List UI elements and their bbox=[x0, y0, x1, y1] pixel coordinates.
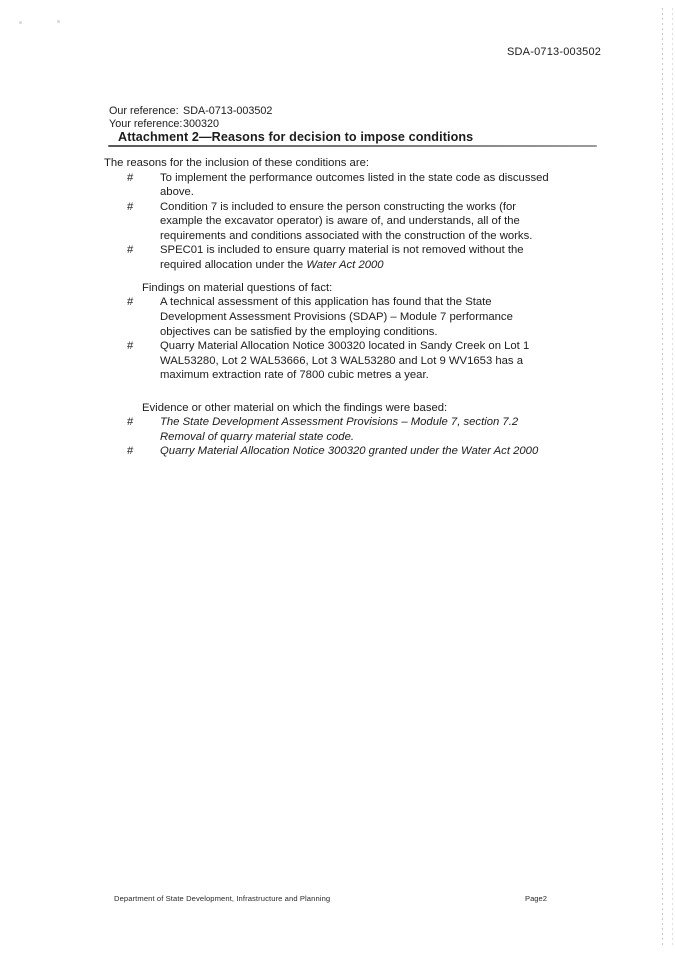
bullet-line bbox=[160, 214, 532, 229]
bullet-text bbox=[160, 295, 513, 339]
bullet-text bbox=[160, 415, 518, 444]
document-section bbox=[0, 281, 675, 383]
bullet-marker: # bbox=[127, 171, 134, 184]
scan-speck bbox=[57, 20, 60, 23]
bullet-text bbox=[160, 200, 532, 244]
bullet-text bbox=[160, 339, 529, 383]
reference-label: Your reference: bbox=[109, 118, 183, 131]
bullet-line bbox=[160, 444, 538, 459]
bullet-line bbox=[160, 339, 529, 354]
text-segment: SPEC01 is included to ensure quarry material is not removed without the bbox=[160, 244, 524, 257]
text-segment: Quarry Material Allocation Notice 300320 located in Sandy Creek on Lot 1 bbox=[160, 340, 530, 353]
text-segment: above. bbox=[160, 186, 194, 199]
section-lead: Evidence or other material on which the findings were based: bbox=[142, 401, 448, 414]
document-section bbox=[0, 156, 675, 272]
bullet-line bbox=[160, 430, 518, 445]
bullet-marker: # bbox=[127, 200, 134, 213]
bullet-line bbox=[160, 295, 513, 310]
bullet-item bbox=[0, 243, 675, 272]
text-segment: To implement the performance outcomes listed in the state code as discussed bbox=[160, 171, 549, 184]
bullet-text bbox=[160, 171, 549, 200]
bullet-marker: # bbox=[127, 416, 134, 429]
bullet-line bbox=[160, 243, 524, 258]
bullet-line bbox=[160, 325, 513, 340]
bullet-item bbox=[0, 444, 675, 459]
bullet-marker: # bbox=[127, 445, 134, 458]
text-segment: example the excavator operator) is aware of, and understands, all of the bbox=[160, 215, 520, 228]
reference-value: 300320 bbox=[183, 118, 220, 131]
bullet-text bbox=[160, 243, 524, 272]
bullet-marker: # bbox=[127, 244, 134, 257]
text-segment: Quarry Material Allocation Notice 300320 granted under the Water Act 2000 bbox=[160, 445, 539, 458]
reference-row bbox=[109, 105, 272, 118]
scan-speck bbox=[19, 21, 22, 24]
footer-department: Department of State Development, Infrastructure and Planning bbox=[114, 894, 331, 903]
bullet-line bbox=[160, 368, 529, 383]
bullet-line bbox=[160, 310, 513, 325]
bullet-marker: # bbox=[127, 340, 134, 353]
bullet-text bbox=[160, 444, 538, 459]
bullet-line bbox=[160, 415, 518, 430]
scan-edge-artifact bbox=[672, 8, 673, 946]
bullet-line bbox=[160, 354, 529, 369]
text-segment: The State Development Assessment Provisions – Module 7, section 7.2 bbox=[160, 416, 519, 429]
section-lead: Findings on material questions of fact: bbox=[142, 281, 333, 294]
text-segment: required allocation under the bbox=[160, 258, 307, 271]
reference-block bbox=[109, 105, 272, 131]
section-lead: The reasons for the inclusion of these conditions are: bbox=[104, 157, 370, 169]
bullet-line bbox=[160, 258, 524, 273]
bullet-item bbox=[0, 200, 675, 244]
text-segment: objectives can be satisfied by the employing conditions. bbox=[160, 325, 438, 338]
text-segment: requirements and conditions associated with the construction of the works. bbox=[160, 229, 533, 242]
text-segment: Condition 7 is included to ensure the person constructing the works (for bbox=[160, 200, 517, 213]
text-segment: Removal of quarry material state code. bbox=[160, 430, 355, 443]
scan-edge-artifact bbox=[662, 8, 663, 946]
reference-label: Our reference: bbox=[109, 105, 179, 117]
corner-reference: SDA-0713-003502 bbox=[507, 46, 602, 58]
footer-page-number: Page2 bbox=[525, 894, 547, 903]
bullet-line bbox=[160, 229, 532, 244]
text-segment: maximum extraction rate of 7800 cubic metres a year. bbox=[160, 369, 429, 382]
reference-value: SDA-0713-003502 bbox=[183, 105, 273, 117]
bullet-item bbox=[0, 415, 675, 444]
attachment-heading: Attachment 2—Reasons for decision to impose conditions bbox=[118, 130, 474, 144]
bullet-line bbox=[160, 171, 549, 186]
bullet-line bbox=[160, 185, 549, 200]
text-segment: Development Assessment Provisions (SDAP) – Module 7 performance bbox=[160, 310, 513, 323]
bullet-marker: # bbox=[127, 296, 134, 309]
bullet-item bbox=[0, 171, 675, 200]
text-segment: A technical assessment of this application has found that the State bbox=[160, 296, 492, 309]
bullet-line bbox=[160, 200, 532, 215]
text-segment: Water Act 2000 bbox=[306, 258, 384, 271]
bullet-item bbox=[0, 295, 675, 339]
document-body bbox=[0, 156, 675, 459]
document-section bbox=[0, 401, 675, 459]
heading-rule bbox=[108, 145, 597, 147]
bullet-item bbox=[0, 339, 675, 383]
text-segment: WAL53280, Lot 2 WAL53666, Lot 3 WAL53280 and Lot 9 WV1653 has a bbox=[160, 354, 524, 367]
